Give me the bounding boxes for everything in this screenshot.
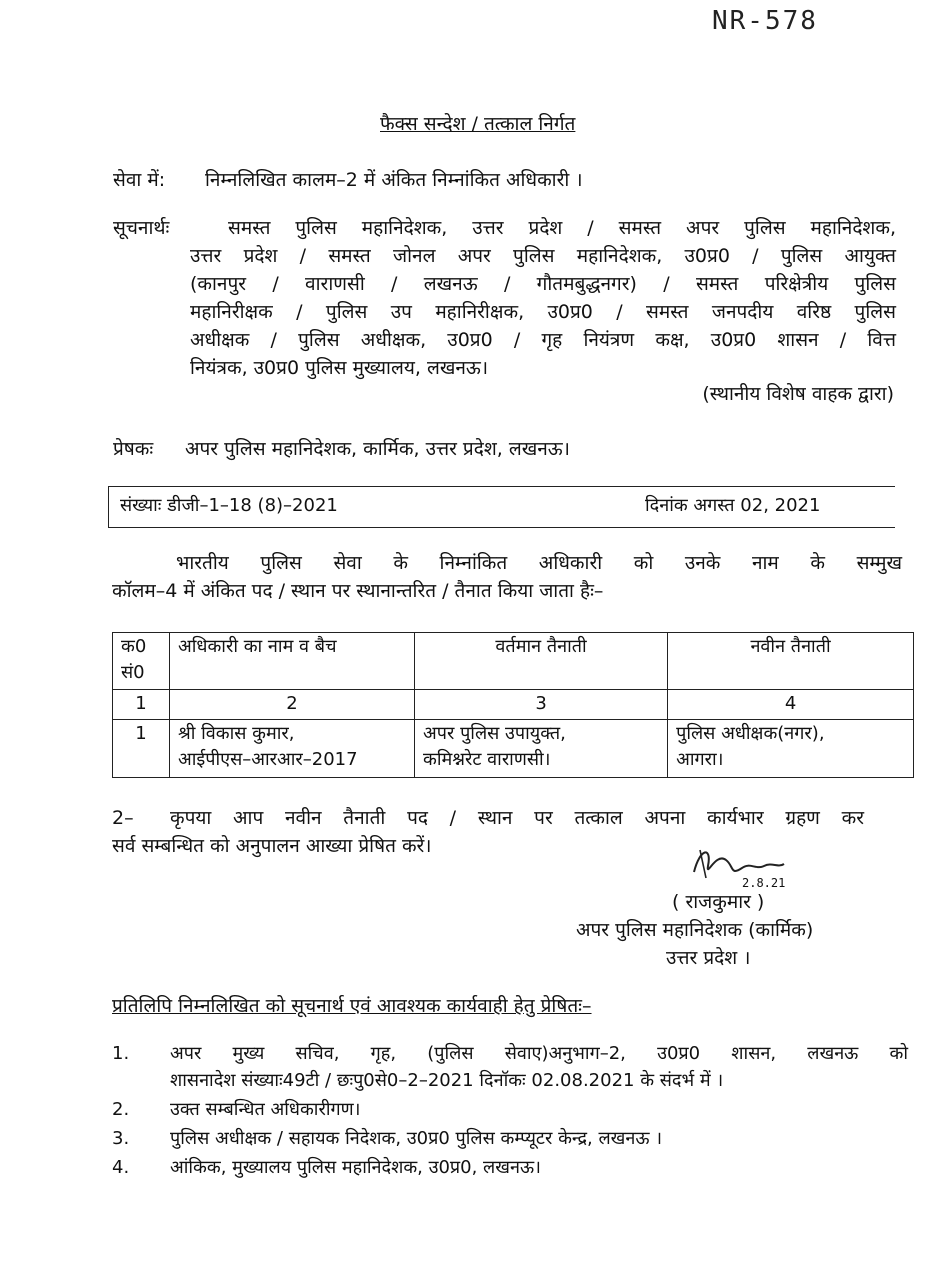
delivery-note: (स्थानीय विशेष वाहक द्वारा) (702, 383, 894, 405)
copy-item-number: 2. (112, 1099, 130, 1120)
copy-list (112, 1040, 912, 1181)
column-number: 2 (170, 690, 415, 720)
header-new-posting: नवीन तैनाती (668, 633, 914, 690)
copy-list-item (112, 1125, 912, 1152)
suchnarth-label: सूचनार्थः (113, 217, 170, 239)
header-serial: क0 सं0 (113, 633, 170, 690)
copy-item-text: पुलिस अधीक्षक / सहायक निदेशक, उ0प्र0 पुलिस कम्प्यूटर केन्द्र, लखनऊ । (170, 1128, 663, 1149)
reference-number: संख्याः डीजी–1–18 (8)–2021 (120, 495, 338, 516)
para2-number: 2– (112, 807, 134, 829)
table-column-number-row (113, 690, 914, 720)
header-current-posting: वर्तमान तैनाती (415, 633, 668, 690)
body-paragraph (112, 549, 902, 605)
reference-date: दिनांक अगस्त 02, 2021 (645, 495, 821, 516)
suchnarth-line: समस्त पुलिस महानिदेशक, उत्तर प्रदेश / समस्त अपर पुलिस महानिदेशक, (228, 217, 896, 239)
suchnarth-line: (कानपुर / वाराणसी / लखनऊ / गौतमबुद्धनगर) / समस्त परिक्षेत्रीय पुलिस (190, 273, 896, 295)
seva-label: सेवा में: (113, 169, 166, 191)
document-title: फैक्स सन्देश / तत्काल निर्गत (380, 113, 576, 135)
copy-item-number: 3. (112, 1128, 130, 1149)
suchnarth-line: नियंत्रक, उ0प्र0 पुलिस मुख्यालय, लखनऊ। (190, 357, 489, 379)
copy-item-text: आंकिक, मुख्यालय पुलिस महानिदेशक, उ0प्र0, लखनऊ। (170, 1157, 541, 1178)
copy-list-item (112, 1040, 912, 1094)
table-header-row (113, 633, 914, 690)
column-number: 3 (415, 690, 668, 720)
row-serial: 1 (113, 720, 170, 778)
para2-line: सर्व सम्बन्धित को अनुपालन आख्या प्रेषित करें। (112, 835, 432, 857)
signatory-designation: अपर पुलिस महानिदेशक (कार्मिक) (576, 919, 814, 941)
suchnarth-line: उत्तर प्रदेश / समस्त जोनल अपर पुलिस महानिदेशक, उ0प्र0 / पुलिस आयुक्त (190, 245, 896, 267)
column-number: 1 (113, 690, 170, 720)
body-line: कॉलम–4 में अंकित पद / स्थान पर स्थानान्तरित / तैनात किया जाता हैः– (112, 580, 604, 602)
row-officer-name (170, 720, 415, 778)
suchnarth-line: महानिरीक्षक / पुलिस उप महानिरीक्षक, उ0प्र0 / समस्त जनपदीय वरिष्ठ पुलिस (190, 301, 896, 323)
suchnarth-block (190, 214, 896, 382)
copy-list-item (112, 1154, 912, 1181)
posting-table (112, 632, 914, 778)
officer-batch: आईपीएस–आरआर–2017 (178, 749, 358, 770)
copy-item-text: अपर मुख्य सचिव, गृह, (पुलिस सेवाए)अनुभाग–2, उ0प्र0 शासन, लखनऊ को (170, 1043, 908, 1064)
copy-item-text: उक्त सम्बन्धित अधिकारीगण। (170, 1099, 361, 1120)
body-line: भारतीय पुलिस सेवा के निम्नांकित अधिकारी को उनके नाम के सम्मुख (176, 552, 902, 574)
signatory-name: ( राजकुमार ) (672, 891, 765, 913)
para2-line: कृपया आप नवीन तैनाती पद / स्थान पर तत्काल अपना कार्यभार ग्रहण कर (170, 807, 864, 829)
officer-name: श्री विकास कुमार, (178, 723, 295, 744)
copy-item-text: शासनादेश संख्याः49टी / छःपु0से0–2–2021 दिनॉकः 02.08.2021 के संदर्भ में । (170, 1070, 724, 1091)
copy-item-number: 4. (112, 1157, 130, 1178)
copy-list-item (112, 1096, 912, 1123)
column-number: 4 (668, 690, 914, 720)
suchnarth-line: अधीक्षक / पुलिस अधीक्षक, उ0प्र0 / गृह नियंत्रण कक्ष, उ0प्र0 शासन / वित्त (190, 329, 896, 351)
signatory-state: उत्तर प्रदेश । (666, 947, 751, 969)
row-new-posting: पुलिस अधीक्षक(नगर), आगरा। (668, 720, 914, 778)
copy-item-number: 1. (112, 1043, 130, 1064)
copy-heading: प्रतिलिपि निम्नलिखित को सूचनार्थ एवं आवश्यक कार्यवाही हेतु प्रेषितः– (112, 995, 592, 1017)
table-row (113, 720, 914, 778)
sender-text: अपर पुलिस महानिदेशक, कार्मिक, उत्तर प्रदेश, लखनऊ। (185, 438, 570, 460)
sender-label: प्रेषकः (113, 438, 154, 460)
header-officer-name: अधिकारी का नाम व बैच (170, 633, 415, 690)
signature-date: 2.8.21 (742, 876, 786, 890)
seva-text: निम्नलिखित कालम–2 में अंकित निम्नांकित अधिकारी । (205, 169, 583, 191)
handwritten-ref-mark: NR-578 (712, 6, 818, 36)
row-current-posting: अपर पुलिस उपायुक्त, कमिश्नरेट वाराणसी। (415, 720, 668, 778)
